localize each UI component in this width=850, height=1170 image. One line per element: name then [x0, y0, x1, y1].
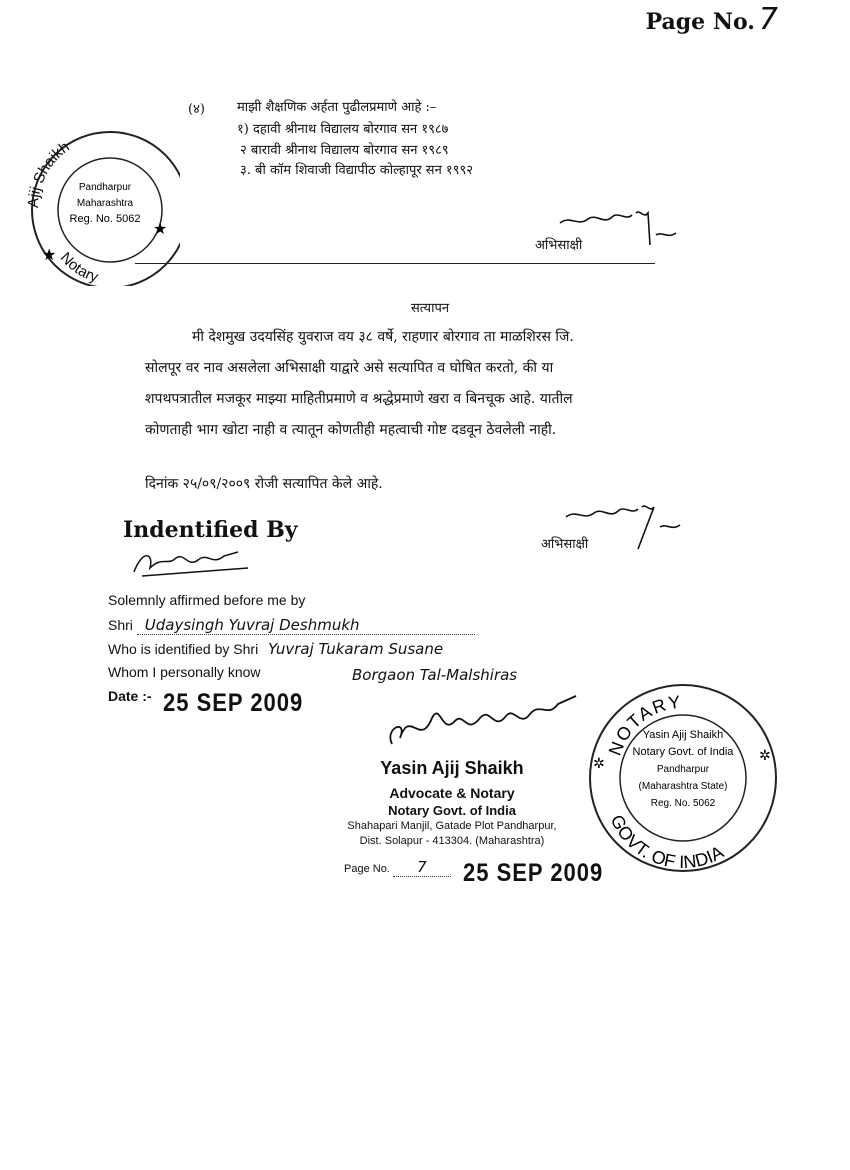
notary-page-number: 7 — [393, 858, 451, 877]
seal-left-line2: Maharashtra — [76, 198, 134, 209]
education-item: २ बारावी श्रीनाथ विद्यालय बोरगाव सन १९८९ — [240, 143, 449, 158]
notary-signature — [380, 688, 590, 760]
deponent-name-handwritten: Udaysingh Yuvraj Deshmukh — [137, 616, 475, 635]
verification-paragraph — [145, 322, 760, 446]
verification-title: सत्यापन — [411, 301, 450, 316]
education-item: १) दहावी श्रीनाथ विद्यालय बोरगाव सन १९८७ — [237, 122, 449, 137]
notary-page-label: Page No. — [344, 863, 390, 875]
seal-left-star-icon: ★ — [153, 221, 168, 238]
identifier-address-handwritten: Borgaon Tal-Malshiras — [352, 666, 518, 684]
seal-left-line1: Pandharpur — [78, 182, 132, 193]
seal-right-star-icon: ✲ — [593, 755, 605, 771]
seal-right-line5: Reg. No. 5062 — [650, 798, 716, 809]
verification-date-line: दिनांक २५/०९/२००९ रोजी सत्यापित केले आहे. — [145, 476, 383, 492]
deponent-label: अभिसाक्षी — [541, 537, 589, 552]
notary-seal-right — [583, 678, 783, 878]
affirmation-who-label: Who is identified by Shri — [108, 641, 259, 657]
affirmation-who — [108, 640, 443, 658]
page-label: Page No. — [645, 9, 755, 35]
verification-line: शपथपत्रातील मजकूर माझ्या माहितीप्रमाणे व श्रद्धेप्रमाणे खरा व बिनचूक आहे. यातील — [145, 391, 573, 407]
affirmation-shri — [108, 616, 475, 635]
affirmation-whom: Whom I personally know — [108, 664, 261, 680]
education-item: ३. बी कॉम शिवाजी विद्यापीठ कोल्हापूर सन १९९२ — [240, 163, 473, 178]
seal-right-line1: Yasin Ajij Shaikh — [642, 729, 724, 741]
seal-right-line4: (Maharashtra State) — [638, 781, 728, 792]
seal-right-star-icon: ✲ — [759, 747, 771, 763]
deponent-label: अभिसाक्षी — [535, 238, 583, 253]
identifier-signature — [128, 542, 258, 582]
notary-date-stamp: 25 SEP 2009 — [463, 858, 604, 887]
notary-page-line — [344, 858, 451, 877]
affirmation-date-label: Date :- — [108, 688, 152, 704]
notary-title: Advocate & Notary — [389, 785, 515, 801]
page-number-header — [646, 2, 778, 37]
affirmation-shri-label: Shri — [108, 617, 133, 633]
section-divider — [135, 263, 655, 264]
identifier-name-handwritten: Yuvraj Tukaram Susane — [268, 640, 444, 658]
verification-line: कोणताही भाग खोटा नाही व त्यातून कोणतीही महत्वाची गोष्ट दडवून ठेवलेली नाही. — [145, 422, 557, 438]
education-heading: माझी शैक्षणिक अर्हता पुढीलप्रमाणे आहे :– — [237, 100, 437, 115]
seal-right-top-text: NOTARY — [604, 691, 684, 759]
page-number-handwritten: 7 — [758, 2, 778, 37]
identified-by-stamp: Indentified By — [123, 517, 298, 543]
education-marker: (४) — [188, 102, 205, 117]
verification-line: मी देशमुख उदयसिंह युवराज वय ३८ वर्षे, राहणार बोरगाव ता माळशिरस जि. — [192, 329, 574, 345]
notary-stamp-block — [322, 758, 582, 847]
verification-line: सोलपूर वर नाव असलेला अभिसाक्षी याद्वारे असे सत्यापित व घोषित करतो, की या — [145, 360, 554, 376]
seal-left-top-text: Ajij Shaikh — [24, 138, 73, 209]
notary-address-2: Dist. Solapur - 413304. (Maharashtra) — [359, 835, 545, 847]
seal-right-bottom-text: GOVT. OF INDIA — [606, 811, 727, 873]
affirmation-date-stamp: 25 SEP 2009 — [163, 688, 304, 717]
seal-left-line3: Reg. No. 5062 — [69, 213, 141, 225]
notary-address-1: Shahapari Manjil, Gatade Plot Pandharpur, — [347, 820, 557, 832]
seal-right-line2: Notary Govt. of India — [632, 746, 734, 758]
seal-left-bottom-text: Notary — [56, 249, 101, 286]
notary-seal-left — [20, 118, 180, 286]
affirmation-solemnly: Solemnly affirmed before me by — [108, 592, 306, 608]
seal-left-star-icon: ★ — [42, 247, 57, 264]
notary-name: Yasin Ajij Shaikh — [380, 758, 524, 778]
notary-govt: Notary Govt. of India — [388, 803, 516, 818]
seal-right-line3: Pandharpur — [656, 764, 710, 775]
